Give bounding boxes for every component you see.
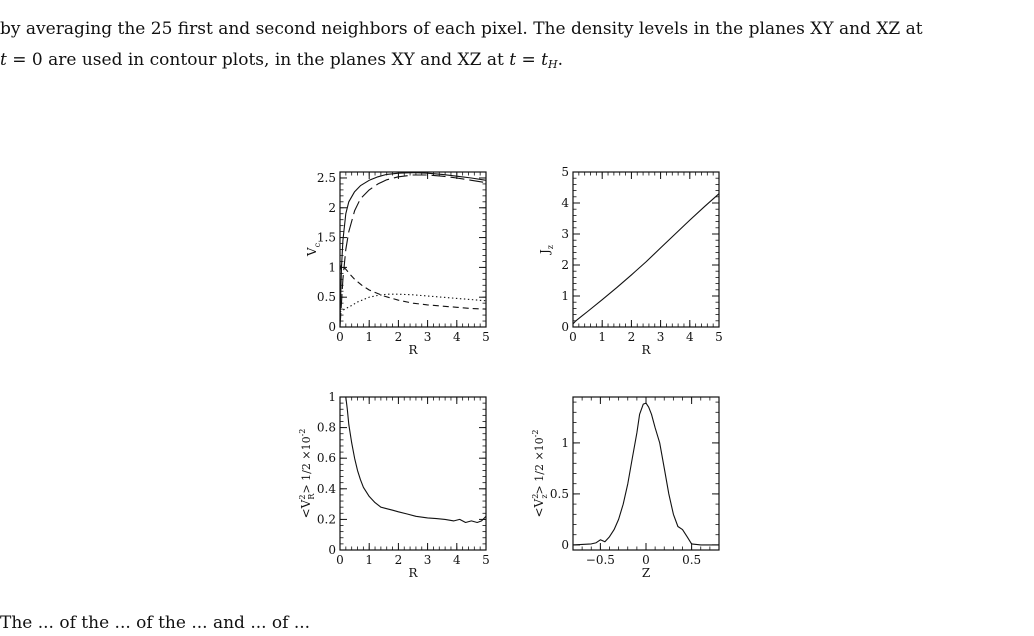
x-tick-label: 3 xyxy=(423,330,432,344)
y-axis-label: $<V^2z> 1/2 \times 10^{-2}$ xyxy=(531,429,549,518)
y-tick-label: 0.8 xyxy=(316,420,336,435)
x-tick-label: 4 xyxy=(452,553,461,567)
y-axis-label: $V_c$ xyxy=(305,242,322,257)
y-tick-label: 1 xyxy=(328,390,336,404)
x-tick-label: 5 xyxy=(482,553,490,567)
y-tick-label: 0 xyxy=(561,320,569,334)
caption-var-t: t xyxy=(0,50,7,70)
x-axis-label: R xyxy=(408,566,418,580)
y-tick-label: 0 xyxy=(328,320,336,334)
caption-eq: = xyxy=(516,50,542,70)
panel-vr xyxy=(298,390,490,580)
y-tick-label: 1 xyxy=(328,260,336,275)
x-tick-label: 1 xyxy=(598,330,607,344)
x-axis-label: R xyxy=(641,343,651,357)
plot-frame xyxy=(573,172,719,327)
x-tick-label: 5 xyxy=(715,330,723,344)
caption-line-1: by averaging the 25 first and second neighbors of each pixel. The density levels in the planes XY and XZ at xyxy=(0,19,923,39)
x-tick-label: 0 xyxy=(642,553,650,567)
y-tick-label: 0.5 xyxy=(549,486,569,501)
y-tick-label: 2 xyxy=(561,258,569,272)
x-tick-label: 3 xyxy=(656,330,665,344)
y-tick-label: 2 xyxy=(328,200,336,215)
caption-var-t2: t xyxy=(509,50,517,70)
y-tick-label: 3 xyxy=(561,227,569,241)
plot-frame xyxy=(340,397,486,550)
x-tick-label: 2 xyxy=(394,330,403,344)
series-solid-line xyxy=(573,194,719,324)
y-tick-label: 2.5 xyxy=(316,170,336,185)
x-tick-label: 3 xyxy=(423,553,432,567)
y-tick-label: 0.2 xyxy=(316,512,336,527)
y-tick-label: 5 xyxy=(561,165,569,179)
x-tick-label: 0 xyxy=(336,330,344,344)
x-tick-label: 4 xyxy=(452,330,461,344)
y-tick-label: 0.5 xyxy=(316,290,336,305)
y-axis-label: $J_z$ xyxy=(538,244,555,255)
y-axis-label: $<V^2R> 1/2 \times 10^{-2}$ xyxy=(298,428,316,519)
x-axis-label: Z xyxy=(641,566,651,580)
y-tick-label: 1 xyxy=(561,435,569,450)
y-tick-label: 0.4 xyxy=(316,481,336,496)
panel-vc xyxy=(305,171,490,357)
y-tick-label: 1 xyxy=(561,289,569,303)
x-tick-label: 2 xyxy=(627,330,636,344)
caption-line-2-end: . xyxy=(557,50,563,70)
x-tick-label: 0 xyxy=(336,553,344,567)
y-tick-label: 0 xyxy=(561,537,569,552)
footer-text: The ... of the ... of the ... and ... of ... xyxy=(0,613,311,633)
y-tick-label: 0 xyxy=(328,543,336,557)
series-solid-line xyxy=(346,397,486,523)
plot-frame xyxy=(573,397,719,550)
x-axis-label: R xyxy=(408,343,418,357)
x-tick-label: 0.5 xyxy=(682,553,702,567)
x-tick-label: 4 xyxy=(685,330,694,344)
x-tick-label: −0.5 xyxy=(585,553,615,567)
caption-line-2-text: = 0 are used in contour plots, in the planes XY and XZ at xyxy=(12,50,504,70)
x-tick-label: 5 xyxy=(482,330,490,344)
series-solid-line xyxy=(573,403,719,545)
x-tick-label: 1 xyxy=(365,553,374,567)
caption-var-tH: $t_H$ xyxy=(541,50,558,71)
x-tick-label: 2 xyxy=(394,553,403,567)
x-tick-label: 0 xyxy=(569,330,577,344)
x-tick-label: 1 xyxy=(365,330,374,344)
y-tick-label: 0.6 xyxy=(316,451,336,466)
series-shortdash-line xyxy=(340,264,486,309)
series-longdash-line xyxy=(340,175,486,327)
y-tick-label: 4 xyxy=(561,196,569,210)
panel-jz xyxy=(538,165,723,357)
y-tick-label: 1.5 xyxy=(316,230,336,245)
panel-vz xyxy=(531,397,719,580)
